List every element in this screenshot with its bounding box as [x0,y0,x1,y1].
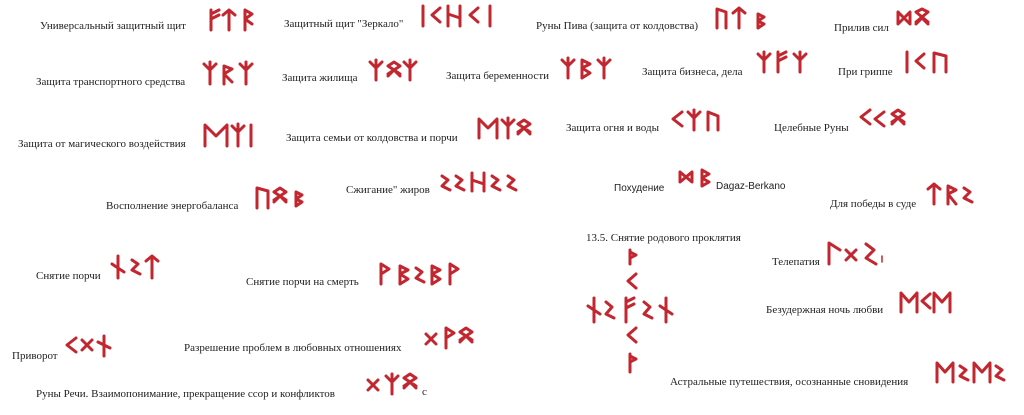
rune-group-pregnancy [560,56,614,82]
entry-label-healing: Целебные Руны [774,122,849,134]
entry-label-family-protection: Защита семьи от колдовства и порчи [286,132,458,144]
entry-label-telepathy: Телепатия [772,256,820,268]
entry-label-energy-balance: Восполнение энергобаланса [106,200,239,212]
rune-group-flu [904,50,956,76]
rune-group-business [756,50,810,76]
entry-label-magic-protection: Защита от магического воздействия [18,138,186,150]
entry-label-energy-boost: Прилив сил [834,22,889,34]
entry-label-business: Защита бизнеса, дела [642,66,743,78]
rune-group-magic-protection [202,122,254,150]
stray-char: с [422,386,427,398]
entry-label-flu: При гриппе [838,66,893,78]
entry-label-love-spell: Приворот [12,350,58,362]
rune-group-remove-curse [110,254,164,282]
entry-label-transport: Защита транспортного средства [36,76,186,88]
entry-label-dagaz-berkano: Dagaz-Berkano [716,181,786,192]
rune-group-healing [858,106,912,132]
entry-label-remove-death-curse: Снятие порчи на смерть [246,276,359,288]
section-title: 13.5. Снятие родового проклятия [586,232,741,244]
entry-label-home: Защита жилища [282,72,358,84]
rune-group-speech-runes [366,372,424,396]
rune-group-passion-night [898,290,952,316]
entry-label-universal-shield: Универсальный защитный щит [40,20,186,32]
rune-group-fat-burning [440,170,530,194]
rune-group-family-protection [476,116,532,142]
entry-label-speech-runes: Руны Речи. Взаимопонимание, прекращение ссор и конфликтов [36,388,336,400]
ancestral-curse-rune-figure [586,244,686,383]
rune-group-love-spell [64,334,118,358]
entry-label-love-problems: Разрешение проблем в любовных отношениях [184,342,402,354]
entry-label-passion-night: Безудержная ночь любви [766,304,884,316]
rune-group-energy-boost [896,8,936,28]
rune-group-telepathy [826,240,886,268]
entry-label-weight-loss: Похудение [614,183,665,194]
rune-group-love-problems [424,326,480,350]
rune-group-mirror-shield [420,4,500,30]
entry-label-fire-water: Защита огня и воды [566,122,659,134]
rune-group-remove-death-curse [378,262,464,286]
rune-group-beer-runes [714,6,770,32]
entry-label-beer-runes: Руны Пива (защита от колдовства) [536,20,699,32]
entry-label-court-victory: Для победы в суде [830,198,917,210]
rune-group-home [368,58,418,84]
rune-group-universal-shield [208,8,256,32]
entry-label-mirror-shield: Защитный щит "Зеркало" [284,18,404,30]
entry-label-fat-burning: Сжигание" жиров [346,184,430,196]
rune-group-court-victory [926,182,980,208]
rune-group-weight-loss [678,168,718,188]
entry-label-pregnancy: Защита беременности [446,70,550,82]
rune-group-astral-travel [934,360,1006,386]
entry-label-astral-travel: Астральные путешествия, осознанные сновидения [670,376,909,388]
entry-label-remove-curse: Снятие порчи [36,270,101,282]
rune-group-energy-balance [254,184,308,212]
rune-group-fire-water [670,108,722,134]
rune-group-transport [202,60,256,88]
